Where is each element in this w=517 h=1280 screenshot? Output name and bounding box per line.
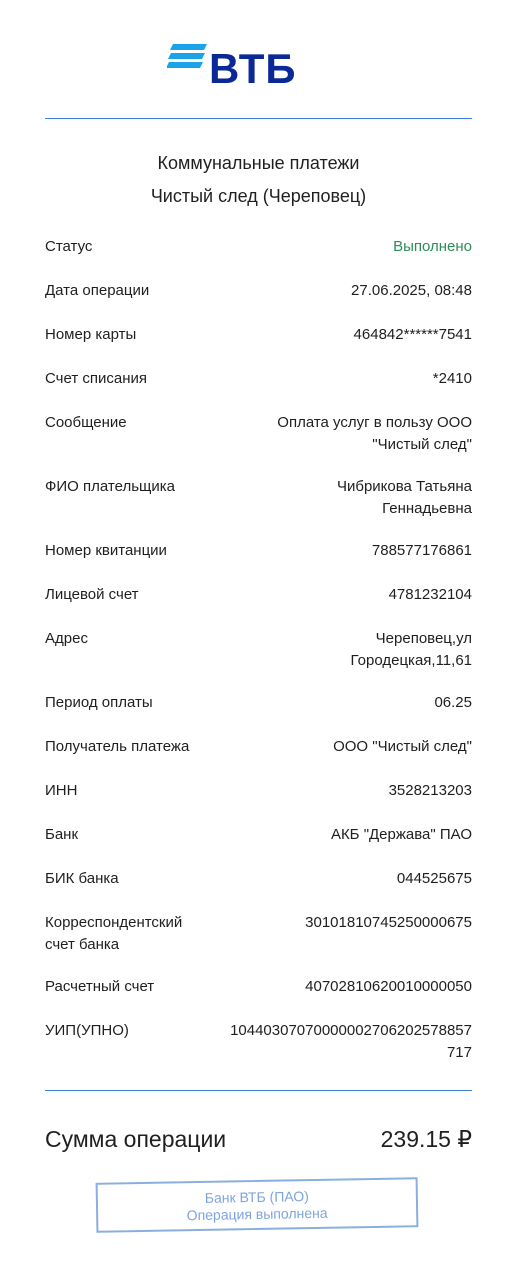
detail-value: 40702810620010000050: [305, 978, 472, 995]
detail-row-date: [45, 280, 472, 302]
detail-label: Статус: [45, 238, 93, 255]
bank-stamp: [96, 1177, 419, 1233]
receipt-details: [45, 236, 472, 1064]
detail-row-bank: [45, 824, 472, 846]
detail-label: ИНН: [45, 782, 78, 799]
detail-value: 4781232104: [388, 586, 472, 603]
receipt-title: Коммунальные платежи: [157, 153, 360, 173]
detail-label: Дата операции: [45, 282, 150, 299]
detail-label: Банк: [45, 826, 79, 843]
detail-value: 10440307070000002706202578857717: [230, 1022, 472, 1061]
status-value: Выполнено: [393, 238, 472, 255]
detail-label: Получатель платежа: [45, 738, 190, 755]
detail-row-address: [45, 628, 472, 672]
divider-bottom: [45, 1090, 472, 1091]
detail-label: ФИО плательщика: [45, 478, 175, 495]
detail-row-recipient: [45, 736, 472, 758]
detail-row-settlement-account: [45, 976, 472, 998]
detail-label: Корреспондентский счет банка: [45, 914, 183, 953]
stamp-status: Операция выполнена: [186, 1204, 328, 1224]
detail-label: Адрес: [45, 630, 88, 647]
detail-row-personal-account: [45, 584, 472, 606]
detail-row-card-number: [45, 324, 472, 346]
detail-row-status: [45, 236, 472, 258]
detail-row-uip: [45, 1020, 472, 1064]
detail-row-bik: [45, 868, 472, 890]
detail-value: Оплата услуг в пользу ООО "Чистый след": [277, 414, 472, 453]
detail-value: *2410: [432, 370, 472, 387]
detail-label: Лицевой счет: [45, 586, 139, 603]
detail-value: 464842******7541: [353, 326, 472, 343]
vtb-logo: [167, 44, 297, 92]
detail-value: 3528213203: [388, 782, 472, 799]
detail-row-inn: [45, 780, 472, 802]
stamp-bank-name: Банк ВТБ (ПАО): [204, 1188, 310, 1206]
detail-label: Период оплаты: [45, 694, 153, 711]
detail-row-payer-name: [45, 476, 472, 520]
detail-value: АКБ "Держава" ПАО: [330, 826, 472, 843]
detail-value: 30101810745250000675: [305, 914, 472, 931]
detail-label: Номер квитанции: [45, 542, 167, 559]
detail-label: Номер карты: [45, 326, 137, 343]
logo-text: ВТБ: [209, 45, 297, 92]
total-block: [45, 1124, 472, 1154]
detail-label: Расчетный счет: [45, 978, 155, 995]
detail-value: 044525675: [396, 870, 472, 887]
detail-row-payment-period: [45, 692, 472, 714]
detail-label: БИК банка: [45, 870, 119, 887]
detail-row-debit-account: [45, 368, 472, 390]
detail-value: Череповец,ул Городецкая,11,61: [350, 630, 472, 669]
total-label: Сумма операции: [45, 1126, 227, 1152]
receipt-subtitle: Чистый след (Череповец): [150, 186, 367, 206]
detail-label: Счет списания: [45, 370, 147, 387]
logo-stripes-icon: [167, 44, 207, 68]
detail-value: ООО "Чистый след": [333, 738, 472, 755]
detail-label: УИП(УПНО): [45, 1022, 129, 1039]
detail-value: 788577176861: [371, 542, 472, 559]
detail-label: Сообщение: [45, 414, 127, 431]
detail-row-corr-account: [45, 912, 472, 956]
divider-top: [45, 118, 472, 119]
total-amount: 239.15 ₽: [380, 1126, 472, 1152]
detail-row-receipt-number: [45, 540, 472, 562]
detail-row-message: [45, 412, 472, 456]
detail-value: 27.06.2025, 08:48: [351, 282, 472, 299]
detail-value: Чибрикова Татьяна Геннадьевна: [336, 478, 472, 517]
detail-value: 06.25: [434, 694, 472, 711]
